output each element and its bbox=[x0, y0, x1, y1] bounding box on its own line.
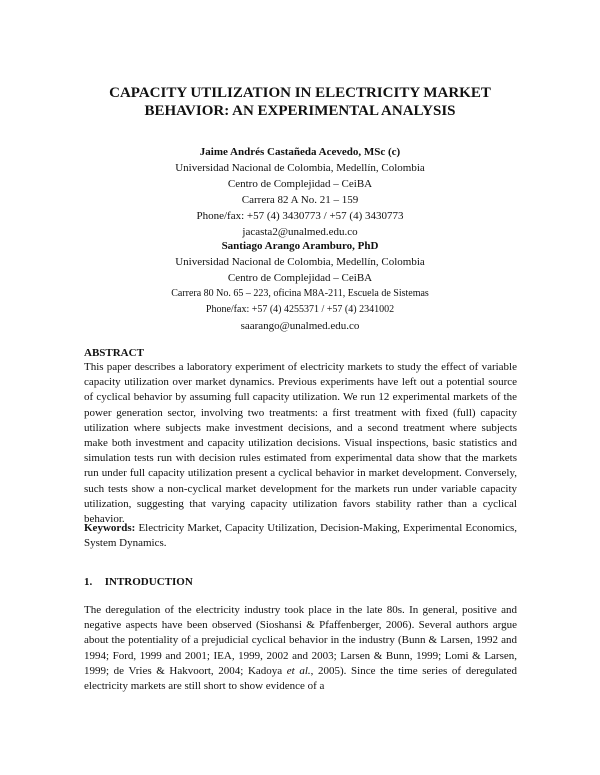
abstract-text: This paper describes a laboratory experiment of electricity markets to study the effect of variable capacity utilization over market dynamics. Previous experiments have left out a potential source of cyclical behavior by assuming full capacity utilization. We run 12 experimental markets of the power generation sector, involving two treatments: a first treatment with fixed (full) capacity utilization where subjects make investment decisions, and a second treatment where subjects make both investment and capacity utilization decisions. Visual inspections, basic statistics and simulation tests run with decision rules estimated from experimental data show that the markets run under full capacity utilization present a cyclical behavior in market development. Conversely, such tests show a non-cyclical market development for the markets run under variable capacity utilization, suggesting that varying capacity utilization favors stability rather than a cyclical behavior. bbox=[84, 361, 517, 526]
author-center: Centro de Complejidad – CeiBA bbox=[227, 178, 373, 190]
intro-text-part-2: , 2005). Since the time series of deregulated electricity markets are still short to show evidence of a bbox=[84, 664, 517, 693]
section-title: INTRODUCTION bbox=[104, 576, 193, 588]
paper-title bbox=[60, 84, 540, 120]
author-address: Carrera 80 No. 65 – 223, oficina M8A-211, Escuela de Sistemas bbox=[171, 288, 429, 299]
keywords-text: Electricity Market, Capacity Utilization, Decision-Making, Experimental Economics, System Dynamics. bbox=[84, 522, 517, 550]
introduction-text bbox=[84, 603, 517, 694]
section-heading-introduction bbox=[84, 575, 193, 589]
intro-text-part-1: The deregulation of the electricity industry took place in the late 80s. In general, positive and negative aspects have been observed (Sioshansi & Pfaffenberger, 2006). Several authors argue about the potentiality of a prejudicial cyclical behavior in the industry (Bunn & Larsen, 1992 and 1994; Ford, 1999 and 2001; IEA, 1999, 2002 and 2003; Larsen & Bunn, 1999; Lomi & Larsen, 1999; de Vries & Hakvoort, 2004; Kadoya bbox=[84, 604, 517, 677]
author-email: jacasta2@unalmed.edu.co bbox=[242, 226, 358, 238]
author-center: Centro de Complejidad – CeiBA bbox=[227, 272, 373, 284]
intro-etal: et al. bbox=[286, 664, 311, 677]
author-block-1 bbox=[100, 144, 500, 240]
author-affiliation: Universidad Nacional de Colombia, Medellín, Colombia bbox=[175, 162, 425, 174]
author-phone: Phone/fax: +57 (4) 4255371 / +57 (4) 2341002 bbox=[205, 304, 395, 315]
author-name: Jaime Andrés Castañeda Acevedo, MSc (c) bbox=[199, 146, 401, 158]
keywords-paragraph bbox=[84, 521, 517, 551]
title-line-2: BEHAVIOR: AN EXPERIMENTAL ANALYSIS bbox=[144, 103, 456, 119]
section-number: 1. bbox=[84, 576, 93, 588]
keywords-label: Keywords: bbox=[84, 522, 136, 534]
author-name: Santiago Arango Aramburo, PhD bbox=[221, 240, 379, 252]
author-email: saarango@unalmed.edu.co bbox=[240, 320, 360, 332]
abstract-heading: ABSTRACT bbox=[84, 347, 144, 359]
author-affiliation: Universidad Nacional de Colombia, Medellín, Colombia bbox=[175, 256, 425, 268]
author-block-2 bbox=[100, 238, 500, 334]
author-address: Carrera 82 A No. 21 – 159 bbox=[241, 194, 359, 206]
title-line-1: CAPACITY UTILIZATION IN ELECTRICITY MARKET bbox=[109, 85, 491, 101]
author-phone: Phone/fax: +57 (4) 3430773 / +57 (4) 3430773 bbox=[196, 210, 404, 222]
